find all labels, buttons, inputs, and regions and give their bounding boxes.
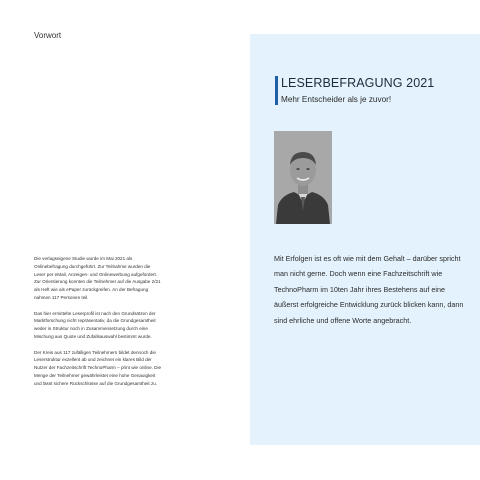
portrait-illustration (274, 131, 332, 224)
portrait-photo (274, 131, 332, 224)
headline-accent-bar (275, 76, 278, 105)
headline: LESERBEFRAGUNG 2021 (281, 76, 435, 90)
section-label: Vorwort (34, 31, 62, 40)
intro-text: Mit Erfolgen ist es oft wie mit dem Gehalt – darüber spricht man nicht gerne. Doch wenn eine Fachzeitschrift wie TechnoPharm im 10ten Jahr ihres Bestehens auf eine äußerst erfolgreiche Entwicklung zurück blicken kann, dann sind ehrliche und offene Worte angebracht. (274, 254, 464, 325)
left-paragraph-3: Der Kreis aus 117 zufälligen Teilnehmern bildet dennoch die Leserstruktur exzellent ab und zeichnet ein klares Bild der Nutzer der Fachzeitschrift TechnoPharm – print wie online. Die Menge der Teilnehmer gewährleistet eine hohe Genauigkeit und lässt sichere Rückschlüsse auf die Grundgesamtheit zu. (34, 349, 162, 386)
left-column-text (34, 255, 162, 395)
subheadline: Mehr Entscheider als je zuvor! (281, 95, 392, 104)
left-paragraph-1: Die verlagseigene Studie wurde im Mai 2021 als Onlinebefragung durchgeführt. Zur Teilnahme wurden die Leser per eMail, Anzeigen- und Onlinewerbung aufgefordert. Zur Orientierung konnten die Teilnehmer auf die Ausgabe 2/21 als Heft wie als ePaper zurückgreifen. An der Befragung nahmen 117 Personen teil. (34, 256, 161, 300)
left-paragraph-2: Das hier ermittelte Leserprofil ist nach den Grundsätzen der Marktforschung nicht repräsentativ, da die Grundgesamtheit weder in Struktur noch in Zusammensetzung durch eine Mischung aus Quote und Zufallsauswahl bestimmt wurde. (34, 310, 156, 339)
right-page-panel (250, 34, 480, 445)
